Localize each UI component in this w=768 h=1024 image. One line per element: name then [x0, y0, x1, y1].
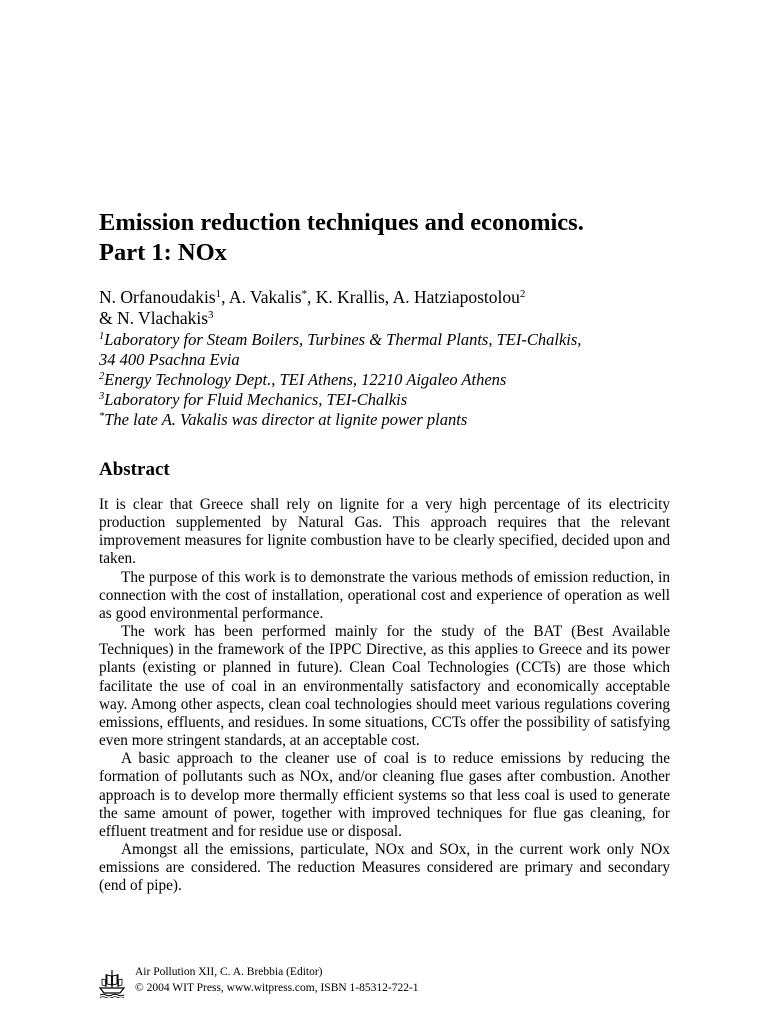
author-affiliation-mark: * — [301, 287, 308, 300]
paper-title-line-2: Part 1: NOx — [99, 239, 227, 266]
affiliation-mark: 2 — [99, 371, 105, 383]
abstract-paragraph: The work has been performed mainly for the study of the BAT (Best Available Techniques) in the framework of the IPPC Directive, as this applies to Greece and its power plants (existing or planned in future). Clean Coal Technologies (CCTs) are those which facilitate the use of coal in an environmentally satisfactory and economically acceptable way. Among other aspects, clean coal technologies should meet various regulations covering emissions, effluents, and residues. In some situations, CCTs offer the possibility of satisfying even more stringent standards, at an acceptable cost. — [99, 623, 670, 750]
paper-title — [99, 208, 699, 268]
abstract-body — [99, 496, 670, 895]
author-affiliation-mark: 1 — [215, 287, 222, 300]
abstract-heading: Abstract — [99, 459, 170, 480]
affiliation-line — [99, 330, 699, 350]
affiliation-mark: * — [99, 411, 105, 423]
publication-copyright: © 2004 WIT Press, www.witpress.com, ISBN 1-85312-722-1 — [135, 982, 419, 994]
author-line-2 — [99, 308, 699, 329]
author-name: , A. Vakalis — [221, 287, 302, 307]
abstract-paragraph: It is clear that Greece shall rely on lignite for a very high percentage of its electricity production supplemented by Natural Gas. This approach requires that the relevant improvement measures for lignite combustion have to be clearly specified, decided upon and taken. — [99, 496, 670, 568]
abstract-paragraph: Amongst all the emissions, particulate, NOx and SOx, in the current work only NOx emissions are considered. The reduction Measures considered are primary and secondary (end of pipe). — [99, 840, 670, 895]
author-affiliation-mark: 3 — [208, 308, 214, 321]
wit-press-ship-logo-icon — [99, 968, 125, 998]
page-footer — [99, 964, 699, 1004]
affiliation-mark: 3 — [99, 391, 105, 403]
affiliation-line — [99, 370, 699, 390]
affiliation-line — [99, 350, 699, 370]
abstract-paragraph: The purpose of this work is to demonstrate the various methods of emission reduction, in connection with the cost of installation, operational cost and experience of operation as well as good environmental performance. — [99, 568, 670, 622]
affiliation-text: 34 400 Psachna Evia — [99, 350, 240, 369]
affiliation-mark: 1 — [99, 331, 105, 343]
affiliation-text: Laboratory for Steam Boilers, Turbines & Thermal Plants, TEI-Chalkis, — [104, 330, 582, 349]
author-name: N. Orfanoudakis — [99, 287, 216, 307]
publication-info — [135, 964, 419, 996]
author-affiliation-mark: 2 — [519, 287, 526, 300]
author-list — [99, 287, 699, 329]
affiliation-line — [99, 390, 699, 410]
paper-title-line-1: Emission reduction techniques and economics. — [99, 209, 584, 236]
author-name: , K. Krallis, A. Hatziapostolou — [307, 287, 520, 307]
affiliation-line — [99, 410, 699, 430]
affiliation-text: Laboratory for Fluid Mechanics, TEI-Chalkis — [104, 390, 408, 409]
affiliation-text: Energy Technology Dept., TEI Athens, 12210 Aigaleo Athens — [104, 370, 507, 389]
affiliation-text: The late A. Vakalis was director at lignite power plants — [104, 410, 468, 429]
author-name: & N. Vlachakis — [99, 308, 209, 328]
abstract-paragraph: A basic approach to the cleaner use of coal is to reduce emissions by reducing the formation of pollutants such as NOx, and/or cleaning flue gases after combustion. Another approach is to develop more thermally efficient systems so that less coal is used to generate the same amount of power, together with improved techniques for flue gas cleaning, for effluent treatment and for residue use or disposal. — [99, 750, 670, 840]
publication-source: Air Pollution XII, C. A. Brebbia (Editor) — [135, 966, 323, 978]
affiliation-list — [99, 330, 699, 430]
author-line-1 — [99, 287, 699, 308]
